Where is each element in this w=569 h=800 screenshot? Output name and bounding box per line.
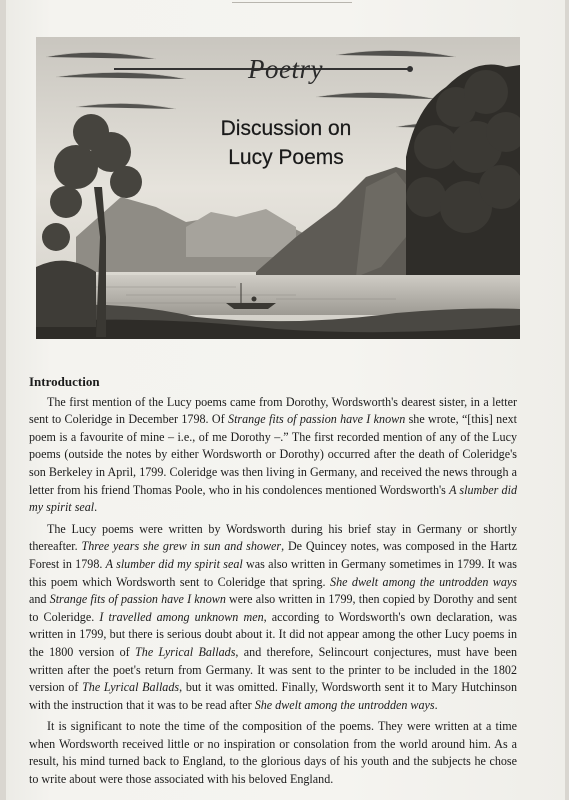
poem-title: She dwelt among the untrodden ways [330,574,517,589]
text-run: she wrote, “[this] next poem is a favourite of mine – i.e., of me Dorothy –.” The first recorded mention of any of the Lucy poems (outside the notes by either Wordsworth or Dorothy) occurred after the death of Coleridge's son Berkeley in April, 1799. Coleridge was then living in Germany, and received the news through a letter from his friend Thomas Poole, who in his condolences mentioned Wordsworth's [29,412,517,497]
poem-title: She dwelt among the untrodden ways [254,697,435,712]
article-body [29,373,517,793]
page-title-line-2: Lucy Poems [228,146,344,169]
text-run: , and therefore, Selincourt conjectures, must have been written after the poet's return from Germany. It was sent to the printer to be included in the 1802 version of [29,644,517,695]
book-title: The Lyrical Ballads [82,680,180,695]
poem-title: Strange fits of passion have I known [228,412,406,427]
text-run: was also written in Germany sometimes in 1799. It was this poem which Wordsworth sent to Coleridge that spring. [29,556,517,589]
section-heading: Introduction [29,374,100,389]
book-page [6,0,565,800]
poem-title: I travelled among unknown men [99,609,264,624]
paragraph-1 [29,394,517,517]
text-run: The first mention of the Lucy poems came from Dorothy, Wordsworth's dearest sister, in a letter sent to Coleridge in December 1798. Of [29,394,517,427]
section-label: Poetry [248,54,323,84]
poem-title: Three years she grew in sun and shower [81,539,282,554]
text-run: , according to Wordsworth's own declaration, was written in 1799, but there is serious doubt about it. It did not appear among the other Lucy poems in the 1800 version of [29,609,518,659]
paragraph-2 [29,521,517,715]
poem-title: A slumber did my spirit seal [105,556,243,571]
text-run: . [94,500,98,515]
text-run: , De Quincey notes, was composed in the Hartz Forest in 1798. [29,539,517,571]
rule-dot [407,66,413,72]
poem-title: Strange fits of passion have I known [49,592,226,607]
text-run: and [29,592,50,607]
paragraph-3: It is significant to note the time of the composition of the poems. They were written at a time when Wordsworth received little or no inspiration or consolation from the world around him. As a result, his mind turned back to England, to the glorious days of his youth and the subjects he chose to write about were those associated with his beloved England. [29,719,517,787]
book-title: The Lyrical Ballads [135,644,236,659]
page-title [176,114,396,172]
text-run: The Lucy poems were written by Wordsworth during his brief stay in Germany or shortly thereafter. [29,521,517,554]
poem-title: A slumber did my spirit seal [29,482,517,515]
top-edge-rule [232,2,352,3]
text-run: , but it was omitted. Finally, Wordsworth sent it to Mary Hutchinson with the instruction that it was to be read after [29,680,517,712]
page-title-line-1: Discussion on [220,117,352,140]
text-run: . [434,697,438,712]
header-banner [36,37,520,339]
text-run: were also written in 1799, then copied by Dorothy and sent to Coleridge. [29,592,517,624]
